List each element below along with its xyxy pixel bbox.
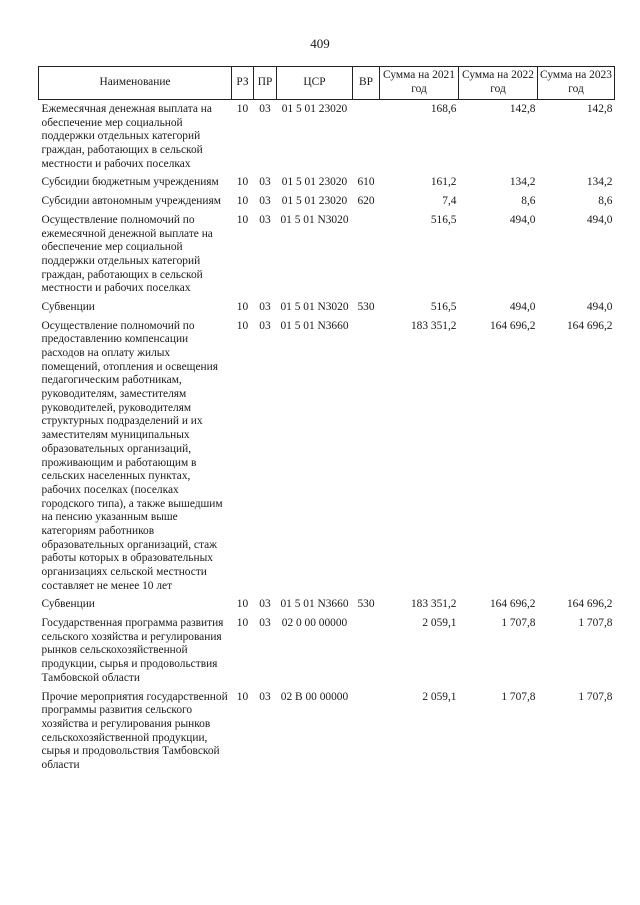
row-pr: 03 <box>259 300 271 313</box>
header-pr: ПР <box>254 67 277 100</box>
row-sum-2021: 7,4 <box>442 195 457 208</box>
row-vr: 610 <box>357 176 375 189</box>
row-vr <box>353 213 380 300</box>
budget-table <box>38 66 615 777</box>
row-pr: 03 <box>259 213 271 226</box>
row-sum-2022: 142,8 <box>509 103 536 115</box>
row-name: Прочие мероприятия государственной программы развития сельского хозяйства и регулирования рынков сельскохозяйственной продукции, сырья и продовольствия Тамбовской области <box>41 690 228 771</box>
row-name: Ежемесячная денежная выплата на обеспечение мер социальной поддержки отдельных категорий граждан, работающих в сельской местности и рабочих поселках <box>41 103 212 170</box>
row-name: Субвенции <box>41 300 95 313</box>
row-rz: 10 <box>236 319 249 332</box>
row-vr: 530 <box>357 300 375 313</box>
row-csr: 01 5 01 N3660 <box>280 598 349 611</box>
row-vr: 620 <box>357 195 375 208</box>
row-vr <box>353 616 380 689</box>
header-rz: РЗ <box>232 67 254 100</box>
row-name: Субсидии бюджетным учреждениям <box>41 176 219 189</box>
row-rz: 10 <box>236 103 249 115</box>
table-row <box>39 597 615 616</box>
row-sum-2023: 494,0 <box>586 213 613 226</box>
header-sum-2022: Сумма на 2022 год <box>459 67 538 100</box>
row-pr: 03 <box>259 195 271 208</box>
table-header-row <box>39 67 615 100</box>
row-csr: 02 0 00 00000 <box>281 617 348 630</box>
row-sum-2022: 8,6 <box>521 195 536 208</box>
table-row <box>39 616 615 689</box>
row-sum-2023: 164 696,2 <box>566 598 613 611</box>
page-number: 409 <box>310 36 330 51</box>
row-csr: 01 5 01 N3020 <box>280 213 349 226</box>
row-sum-2022: 164 696,2 <box>489 319 536 332</box>
row-sum-2022: 134,2 <box>509 176 536 189</box>
header-sum-2023: Сумма на 2023 год <box>538 67 615 100</box>
header-name: Наименование <box>39 67 232 100</box>
row-sum-2023: 494,0 <box>586 300 613 313</box>
header-vr: ВР <box>353 67 380 100</box>
row-rz: 10 <box>236 195 249 208</box>
row-sum-2021: 2 059,1 <box>422 617 457 630</box>
table-row <box>39 102 615 175</box>
row-name: Государственная программа развития сельского хозяйства и регулирования рынков сельскохозяйственной продукции, сырья и продовольствия Тамбовской области <box>41 617 224 684</box>
row-sum-2022: 494,0 <box>509 213 536 226</box>
table-row <box>39 175 615 194</box>
row-vr <box>353 102 380 175</box>
row-sum-2023: 164 696,2 <box>566 319 613 332</box>
row-pr: 03 <box>259 103 271 115</box>
row-name: Осуществление полномочий по предоставлению компенсации расходов на оплату жилых помещений, отопления и освещения педагогическим работникам, руководителям, заместителям руководителей, руководителям структурных подразделений и их заместителям муниципальных образовательных организаций, проживающим и работающим в сельских населенных пунктах, рабочих поселках (поселках городского типа), а также вышедшим на пенсию указанным выше категориям работников образовательных организаций, стаж работы которых в образовательных организациях сельской местности составляет не менее 10 лет <box>41 319 223 592</box>
row-sum-2023: 1 707,8 <box>578 617 613 630</box>
row-sum-2023: 142,8 <box>586 103 613 115</box>
row-rz: 10 <box>236 176 249 189</box>
row-name: Осуществление полномочий по ежемесячной денежной выплате на обеспечение мер социальной поддержки отдельных категорий граждан, работающих в сельской местности и рабочих поселках <box>41 213 213 295</box>
row-csr: 02 В 00 00000 <box>280 690 349 703</box>
row-sum-2023: 1 707,8 <box>578 690 613 703</box>
row-sum-2022: 494,0 <box>509 300 536 313</box>
row-pr: 03 <box>259 319 271 332</box>
row-sum-2021: 516,5 <box>430 213 457 226</box>
row-rz: 10 <box>236 690 249 703</box>
row-csr: 01 5 01 23020 <box>281 176 348 189</box>
row-sum-2021: 183 351,2 <box>410 598 457 611</box>
row-vr <box>353 319 380 598</box>
header-csr: ЦСР <box>277 67 353 100</box>
row-rz: 10 <box>236 598 249 611</box>
table-row <box>39 690 615 777</box>
row-name: Субсидии автономным учреждениям <box>41 195 221 208</box>
row-pr: 03 <box>259 176 271 189</box>
table-body <box>39 100 615 777</box>
row-pr: 03 <box>259 690 271 703</box>
row-sum-2021: 183 351,2 <box>410 319 457 332</box>
row-vr: 530 <box>357 598 375 611</box>
row-csr: 01 5 01 N3660 <box>280 319 349 332</box>
row-vr <box>353 690 380 777</box>
row-sum-2021: 2 059,1 <box>422 690 457 703</box>
row-rz: 10 <box>236 213 249 226</box>
row-sum-2022: 164 696,2 <box>489 598 536 611</box>
row-sum-2021: 516,5 <box>430 300 457 313</box>
row-sum-2021: 168,6 <box>430 103 457 115</box>
row-csr: 01 5 01 23020 <box>281 195 348 208</box>
row-rz: 10 <box>236 300 249 313</box>
table-row <box>39 213 615 300</box>
table-row <box>39 319 615 598</box>
row-csr: 01 5 01 N3020 <box>280 300 349 313</box>
row-pr: 03 <box>259 617 271 630</box>
row-sum-2022: 1 707,8 <box>501 617 536 630</box>
table-row <box>39 194 615 213</box>
header-sum-2021: Сумма на 2021 год <box>380 67 459 100</box>
row-sum-2023: 8,6 <box>598 195 613 208</box>
row-name: Субвенции <box>41 598 95 611</box>
row-sum-2022: 1 707,8 <box>501 690 536 703</box>
row-sum-2023: 134,2 <box>586 176 613 189</box>
row-rz: 10 <box>236 617 249 630</box>
row-sum-2021: 161,2 <box>430 176 457 189</box>
row-csr: 01 5 01 23020 <box>281 103 348 115</box>
table-row <box>39 300 615 319</box>
row-pr: 03 <box>259 598 271 611</box>
